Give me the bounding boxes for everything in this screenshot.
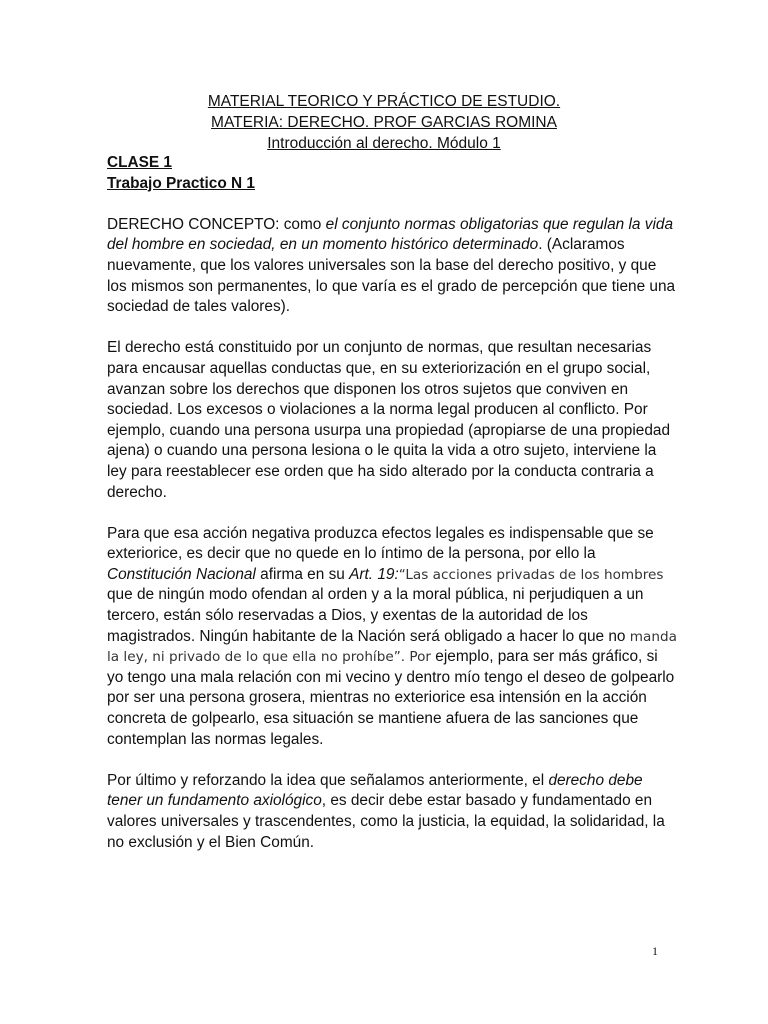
paragraph-norms: El derecho está constituido por un conjunto de normas, que resultan necesarias para encausar aquellas conductas que, en su exteriorización en el grupo social, avanzan sobre los derechos que disponen los otros sujetos que conviven en sociedad. Los excesos o violaciones a la norma legal producen al conflicto. Por ejemplo, cuando una persona usurpa una propiedad (apropiarse de una propiedad ajena) o cuando una persona lesiona o le quita la vida a otro sujeto, interviene la ley para reestablecer ese orden que ha sido alterado por la conducta contraria a derecho. [107,339,671,501]
italic-run: Constitución Nacional [107,565,256,583]
header-title: MATERIAL TEORICO Y PRÁCTICO DE ESTUDIO. [207,93,561,110]
text-run: afirma en su [255,565,350,583]
page-number: 1 [652,944,658,958]
text-run: Por último y reforzando la idea que señalamos anteriormente, el [107,771,549,789]
document-header [0,91,768,154]
paragraph-article-19 [107,524,677,751]
text-run: Para que esa acción negativa produzca efectos legales es indispensable que se exteriorice, es decir que no quede en lo íntimo de la persona, por ello la [107,524,654,563]
text-run: DERECHO CONCEPTO: como [107,215,326,233]
italic-run: el conjunto normas obligatorias que regulan la vida del hombre en sociedad, en un momento histórico determinado [107,215,674,254]
paragraph-axiological [107,771,677,853]
quote-run: manda la ley, ni privado de lo que ella no prohíbe”. Por [107,628,677,666]
document-body [107,153,677,853]
paragraph-concept [107,215,677,318]
quote-run: “Las acciones privadas de los hombres [398,566,664,583]
italic-run: derecho debe tener un fundamento axiológico [107,771,643,810]
italic-run: Art. 19: [349,565,399,583]
class-title: CLASE 1 [107,154,172,171]
text-run: , es decir debe estar basado y fundamentado en valores universales y trascendentes, como la justicia, la equidad, la solidaridad, la no exclusión y el Bien Común. [107,792,665,851]
text-run: que de ningún modo ofendan al orden y a la moral pública, ni perjudiquen a un tercero, están sólo reservadas a Dios, y exentas de la autoridad de los magistrados. Ningún habitante de la Nación será obligado a hacer lo que no [107,586,644,645]
header-module: Introducción al derecho. Módulo 1 [267,135,501,152]
text-run: . (Aclaramos nuevamente, que los valores universales son la base del derecho positivo, y que los mismos son permanentes, lo que varía es el grado de percepción que tiene una sociedad de tales valores). [107,236,676,316]
header-subject: MATERIA: DERECHO. PROF GARCIAS ROMINA [211,114,557,131]
practice-title: Trabajo Practico N 1 [107,174,255,192]
text-run: ejemplo, para ser más gráfico, si yo tengo una mala relación con mi vecino y dentro mío tengo el deseo de golpearlo por ser una persona grosera, mientras no exteriorice esa intensión en la acción concreta de golpearlo, esa situación se mantiene afuera de las sanciones que contemplan las normas legales. [107,648,675,748]
